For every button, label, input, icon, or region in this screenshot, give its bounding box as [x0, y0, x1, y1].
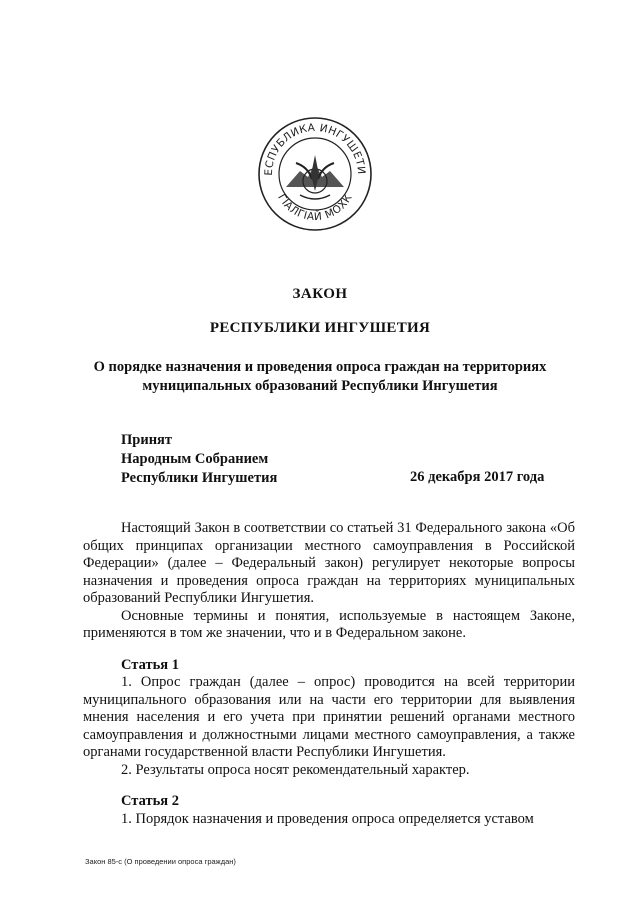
- article-1-title: Статья 1: [121, 656, 179, 673]
- article-2-title: Статья 2: [121, 793, 179, 809]
- article-2-paragraph-1: 1. Порядок назначения и проведения опроса определяется уставом: [121, 810, 534, 827]
- document-type: ЗАКОН: [292, 286, 348, 302]
- adoption-block: [121, 431, 277, 488]
- preamble-paragraph-1: Настоящий Закон в соответствии со статьей 31 Федерального закона «Об общих принципах организации местного самоуправления в Российской Федерации» (далее – Федеральный закон) регулирует некоторые вопросы назначения и проведения опроса граждан на территориях муниципальных образований Республики Ингушетия.: [83, 520, 575, 606]
- adoption-date: 26 декабря 2017 года: [410, 469, 545, 485]
- article-1-paragraph-2: 2. Результаты опроса носят рекомендательный характер.: [121, 761, 470, 778]
- document-subject: [0, 358, 640, 396]
- article-1-paragraph-1: 1. Опрос граждан (далее – опрос) проводится на всей территории муниципального образования или на части его территории для выявления мнения населения и его учета при принятии решений органами местного самоуправления и должностными лицами местного самоуправления, а также органами государственной власти Республики Ингушетия.: [83, 674, 575, 760]
- svg-text:ГIАЛГIАЙ МОХК: ГIАЛГIАЙ МОХК: [275, 191, 355, 224]
- preamble-paragraph-2: Основные термины и понятия, используемые в настоящем Законе, применяются в том же значении, что и в Федеральном законе.: [83, 607, 575, 641]
- subject-line-2: муниципальных образований Республики Ингушетия: [142, 378, 498, 394]
- page-footer: Закон 85-с (О проведении опроса граждан): [85, 857, 236, 866]
- document-body: [83, 520, 575, 828]
- adoption-line-3: Республики Ингушетия: [121, 470, 278, 486]
- adoption-line-1: Принят: [121, 432, 173, 448]
- svg-text:РЕСПУБЛИКА ИНГУШЕТИЯ: ЕСПУБЛИКА ИНГУШЕТИ: [262, 121, 368, 176]
- document-issuer: РЕСПУБЛИКИ ИНГУШЕТИЯ: [209, 320, 431, 336]
- adoption-line-2: Народным Собранием: [121, 451, 269, 467]
- republic-seal-icon: [256, 115, 374, 233]
- subject-line-1: О порядке назначения и проведения опроса граждан на территориях: [93, 359, 547, 375]
